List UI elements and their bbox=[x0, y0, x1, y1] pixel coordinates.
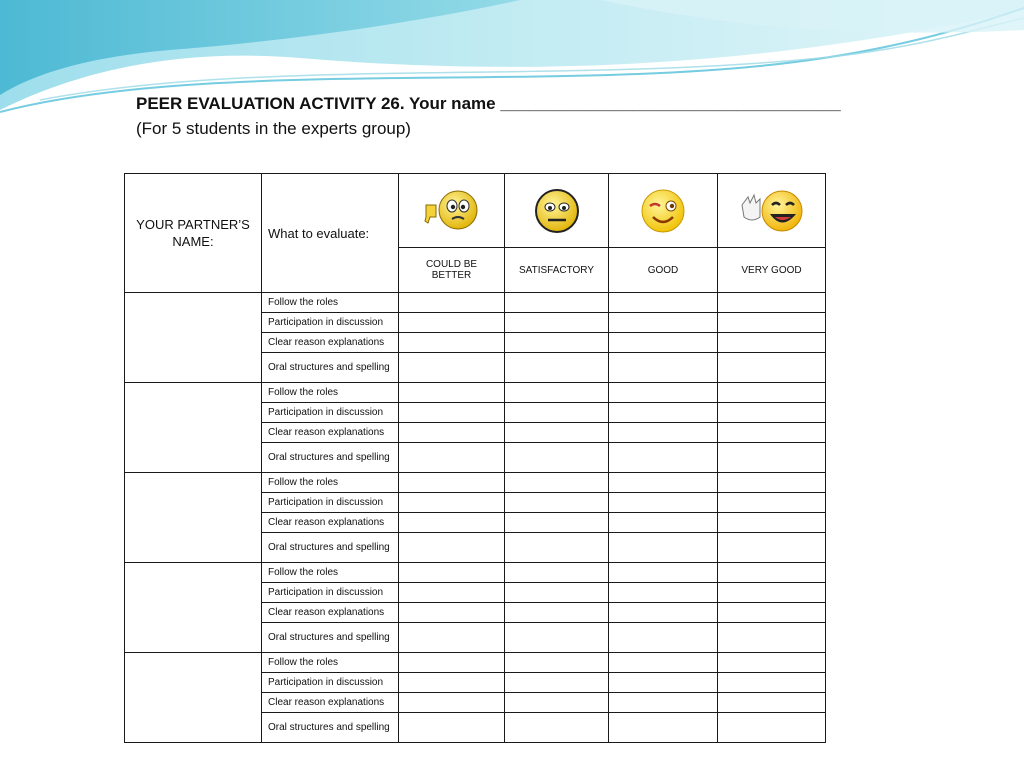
criterion-label: Follow the roles bbox=[262, 473, 399, 493]
rating-cell[interactable] bbox=[609, 583, 718, 603]
rating-cell[interactable] bbox=[718, 563, 826, 583]
rating-cell[interactable] bbox=[609, 383, 718, 403]
criterion-label: Clear reason explanations bbox=[262, 333, 399, 353]
rating-cell[interactable] bbox=[505, 333, 609, 353]
rating-cell[interactable] bbox=[399, 473, 505, 493]
rating-icon-cell-good bbox=[609, 174, 718, 248]
rating-cell[interactable] bbox=[505, 353, 609, 383]
page-title: PEER EVALUATION ACTIVITY 26. Your name ____________________________________ bbox=[136, 94, 841, 113]
rating-icon-cell-very-good bbox=[718, 174, 826, 248]
rating-cell[interactable] bbox=[399, 653, 505, 673]
table-row bbox=[125, 473, 826, 493]
rating-cell[interactable] bbox=[609, 653, 718, 673]
partner-name-cell[interactable] bbox=[125, 563, 262, 653]
peer-evaluation-table bbox=[124, 173, 826, 743]
rating-cell[interactable] bbox=[505, 533, 609, 563]
table-row bbox=[125, 653, 826, 673]
rating-cell[interactable] bbox=[718, 653, 826, 673]
rating-cell[interactable] bbox=[505, 563, 609, 583]
rating-cell[interactable] bbox=[399, 403, 505, 423]
criterion-label: Oral structures and spelling bbox=[262, 623, 399, 653]
rating-cell[interactable] bbox=[718, 623, 826, 653]
rating-cell[interactable] bbox=[505, 513, 609, 533]
rating-cell[interactable] bbox=[505, 713, 609, 743]
rating-cell[interactable] bbox=[505, 673, 609, 693]
rating-cell[interactable] bbox=[505, 293, 609, 313]
rating-cell[interactable] bbox=[505, 603, 609, 623]
criterion-label: Follow the roles bbox=[262, 563, 399, 583]
partner-name-cell[interactable] bbox=[125, 653, 262, 743]
criterion-label: Follow the roles bbox=[262, 293, 399, 313]
rating-cell[interactable] bbox=[609, 493, 718, 513]
rating-cell[interactable] bbox=[505, 403, 609, 423]
criterion-label: Participation in discussion bbox=[262, 583, 399, 603]
rating-cell[interactable] bbox=[718, 443, 826, 473]
rating-cell[interactable] bbox=[718, 603, 826, 623]
rating-cell[interactable] bbox=[505, 653, 609, 673]
criterion-label: Oral structures and spelling bbox=[262, 353, 399, 383]
criterion-label: Participation in discussion bbox=[262, 493, 399, 513]
rating-cell[interactable] bbox=[399, 533, 505, 563]
rating-cell[interactable] bbox=[399, 513, 505, 533]
header-icon-row bbox=[125, 174, 826, 248]
rating-cell[interactable] bbox=[609, 693, 718, 713]
rating-cell[interactable] bbox=[718, 713, 826, 743]
rating-cell[interactable] bbox=[399, 293, 505, 313]
rating-cell[interactable] bbox=[399, 383, 505, 403]
rating-cell[interactable] bbox=[505, 473, 609, 493]
rating-cell[interactable] bbox=[399, 313, 505, 333]
rating-cell[interactable] bbox=[399, 333, 505, 353]
rating-cell[interactable] bbox=[505, 623, 609, 653]
rating-cell[interactable] bbox=[399, 713, 505, 743]
rating-cell[interactable] bbox=[399, 493, 505, 513]
rating-cell[interactable] bbox=[505, 493, 609, 513]
partner-name-header: YOUR PARTNER’S NAME: bbox=[125, 174, 262, 293]
rating-cell[interactable] bbox=[718, 673, 826, 693]
rating-cell[interactable] bbox=[609, 423, 718, 443]
criterion-label: Participation in discussion bbox=[262, 403, 399, 423]
rating-cell[interactable] bbox=[609, 403, 718, 423]
rating-cell[interactable] bbox=[505, 423, 609, 443]
rating-cell[interactable] bbox=[399, 443, 505, 473]
rating-cell[interactable] bbox=[609, 603, 718, 623]
winking-face-icon bbox=[639, 187, 687, 235]
rating-cell[interactable] bbox=[609, 533, 718, 563]
rating-cell[interactable] bbox=[399, 603, 505, 623]
rating-cell[interactable] bbox=[718, 353, 826, 383]
rating-cell[interactable] bbox=[718, 533, 826, 563]
rating-cell[interactable] bbox=[718, 313, 826, 333]
partner-name-cell[interactable] bbox=[125, 383, 262, 473]
rating-cell[interactable] bbox=[505, 693, 609, 713]
rating-cell[interactable] bbox=[718, 583, 826, 603]
rating-label-satisfactory: SATISFACTORY bbox=[505, 248, 609, 293]
rating-label-very-good: VERY GOOD bbox=[718, 248, 826, 293]
rating-cell[interactable] bbox=[609, 623, 718, 653]
criterion-label: Participation in discussion bbox=[262, 313, 399, 333]
rating-cell[interactable] bbox=[505, 443, 609, 473]
criterion-label: Participation in discussion bbox=[262, 673, 399, 693]
rating-cell[interactable] bbox=[718, 493, 826, 513]
rating-cell[interactable] bbox=[399, 693, 505, 713]
rating-cell[interactable] bbox=[399, 563, 505, 583]
rating-cell[interactable] bbox=[609, 563, 718, 583]
rating-cell[interactable] bbox=[718, 513, 826, 533]
rating-cell[interactable] bbox=[609, 313, 718, 333]
criterion-label: Oral structures and spelling bbox=[262, 713, 399, 743]
rating-cell[interactable] bbox=[609, 443, 718, 473]
rating-cell[interactable] bbox=[718, 383, 826, 403]
rating-cell[interactable] bbox=[609, 473, 718, 493]
rating-cell[interactable] bbox=[505, 383, 609, 403]
table-row bbox=[125, 383, 826, 403]
rating-cell[interactable] bbox=[609, 713, 718, 743]
criterion-label: Clear reason explanations bbox=[262, 423, 399, 443]
rating-cell[interactable] bbox=[399, 673, 505, 693]
rating-cell[interactable] bbox=[399, 583, 505, 603]
waving-laughing-face-icon bbox=[736, 187, 808, 235]
rating-cell[interactable] bbox=[609, 293, 718, 313]
rating-cell[interactable] bbox=[609, 333, 718, 353]
neutral-face-icon bbox=[533, 187, 581, 235]
rating-icon-cell-satisfactory bbox=[505, 174, 609, 248]
rating-label-could-be-better: COULD BE BETTER bbox=[399, 248, 505, 293]
criterion-label: Clear reason explanations bbox=[262, 603, 399, 623]
partner-name-cell[interactable] bbox=[125, 473, 262, 563]
rating-cell[interactable] bbox=[718, 693, 826, 713]
rating-cell[interactable] bbox=[718, 403, 826, 423]
rating-cell[interactable] bbox=[399, 353, 505, 383]
rating-cell[interactable] bbox=[718, 293, 826, 313]
criterion-label: Follow the roles bbox=[262, 383, 399, 403]
table-row bbox=[125, 293, 826, 313]
rating-cell[interactable] bbox=[399, 623, 505, 653]
criterion-label: Clear reason explanations bbox=[262, 513, 399, 533]
rating-cell[interactable] bbox=[399, 423, 505, 443]
criterion-label: Oral structures and spelling bbox=[262, 443, 399, 473]
partner-name-cell[interactable] bbox=[125, 293, 262, 383]
rating-cell[interactable] bbox=[609, 353, 718, 383]
rating-cell[interactable] bbox=[718, 333, 826, 353]
what-to-evaluate-header: What to evaluate: bbox=[262, 174, 399, 293]
rating-cell[interactable] bbox=[718, 423, 826, 443]
criterion-label: Clear reason explanations bbox=[262, 693, 399, 713]
criterion-label: Oral structures and spelling bbox=[262, 533, 399, 563]
rating-cell[interactable] bbox=[505, 313, 609, 333]
table-row bbox=[125, 563, 826, 583]
rating-cell[interactable] bbox=[718, 473, 826, 493]
rating-label-good: GOOD bbox=[609, 248, 718, 293]
rating-cell[interactable] bbox=[609, 513, 718, 533]
thumbs-down-worried-face-icon bbox=[422, 187, 482, 235]
criterion-label: Follow the roles bbox=[262, 653, 399, 673]
page-subtitle: (For 5 students in the experts group) bbox=[136, 119, 411, 138]
rating-icon-cell-could-be-better bbox=[399, 174, 505, 248]
rating-cell[interactable] bbox=[609, 673, 718, 693]
rating-cell[interactable] bbox=[505, 583, 609, 603]
